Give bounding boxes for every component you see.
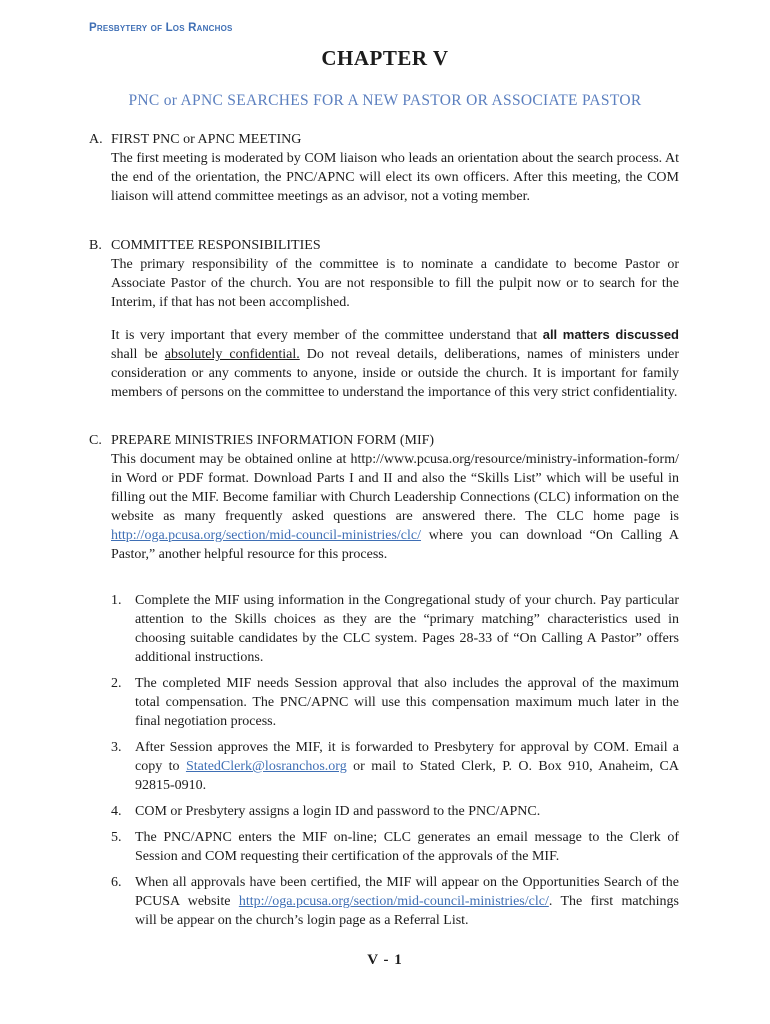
section-a-heading xyxy=(89,130,679,149)
list-number: 5. xyxy=(111,830,122,845)
section-letter: C. xyxy=(89,433,102,448)
section-letter: B. xyxy=(89,238,102,253)
section-c xyxy=(89,431,679,564)
step-text: When all approvals have been certified, the MIF will appear on the Opportunities Search of the PCUSA website xyxy=(135,875,679,909)
step-text: . The first matchings will be appear on the church’s login page as a Referral List. xyxy=(135,894,680,928)
list-text: COM or Presbytery assigns a login ID and password to the PNC/APNC. xyxy=(135,804,541,819)
para-text: Do not reveal details, deliberations, names of ministers under consideration or any comments to anyone, inside or outside the church. It is important for family members of persons on the committee to understand the importance of this very strict confidentiality. xyxy=(111,347,679,400)
list-text xyxy=(135,738,679,795)
section-b-paragraph-2 xyxy=(111,325,679,402)
chapter-title: CHAPTER V xyxy=(321,46,449,70)
presbytery-name: Presbytery of Los Ranchos xyxy=(89,22,233,34)
list-item xyxy=(111,873,679,930)
section-a xyxy=(89,130,679,206)
section-b-heading xyxy=(89,236,679,255)
para-text: This document may be obtained online at http://www.pcusa.org/resource/ministry-information-form/ in Word or PDF format. Download Parts I and II and also the “Skills List” which will be useful in filling out the MIF. Become familiar with Church Leadership Connections (CLC) information on the website as many frequently asked questions are answered there. The CLC home page is xyxy=(111,452,679,524)
mif-steps-list xyxy=(111,591,679,930)
list-number: 6. xyxy=(111,875,122,890)
pcusa-clc-link[interactable]: http://oga.pcusa.org/section/mid-council-ministries/clc/ xyxy=(238,894,549,909)
section-b-paragraph-1: The primary responsibility of the committee is to nominate a candidate to become Pastor or Associate Pastor of the church. You are not responsible to fill the pulpit now or to search for the Interim, if that has not been accomplished. xyxy=(111,257,679,310)
list-number: 3. xyxy=(111,740,122,755)
para-text: It is very important that every member of the committee understand that xyxy=(111,328,543,343)
section-heading-text: PREPARE MINISTRIES INFORMATION FORM (MIF) xyxy=(111,433,435,448)
list-item xyxy=(111,591,679,667)
para-text: shall be xyxy=(111,347,165,362)
section-b xyxy=(89,236,679,402)
chapter-subtitle: PNC or APNC SEARCHES FOR A NEW PASTOR OR ASSOCIATE PASTOR xyxy=(128,92,642,109)
list-item xyxy=(111,674,679,731)
list-item xyxy=(111,828,679,866)
page-number: V - 1 xyxy=(367,952,403,968)
section-a-paragraph: The first meeting is moderated by COM liaison who leads an orientation about the search process. At the end of the orientation, the PNC/APNC will elect its own officers. After this meeting, the COM liaison will attend committee meetings as an advisor, not a voting member. xyxy=(111,151,679,204)
list-number: 4. xyxy=(111,804,122,819)
section-c-heading xyxy=(89,431,679,450)
bold-text: all matters discussed xyxy=(542,327,679,342)
section-heading-text: COMMITTEE RESPONSIBILITIES xyxy=(111,238,321,253)
list-text: The completed MIF needs Session approval that also includes the approval of the maximum total compensation. The PNC/APNC will use this compensation maximum much later in the final negotiation process. xyxy=(135,676,679,729)
list-text: The PNC/APNC enters the MIF on-line; CLC generates an email message to the Clerk of Session and COM requesting their certification of the approvals of the MIF. xyxy=(135,830,679,864)
presbytery-header xyxy=(89,22,233,34)
stated-clerk-email-link[interactable]: StatedClerk@losranchos.org xyxy=(185,759,347,774)
list-text xyxy=(135,873,679,930)
section-heading-text: FIRST PNC or APNC MEETING xyxy=(111,132,302,147)
list-text: Complete the MIF using information in the Congregational study of your church. Pay particular attention to the Skills choices as they are the “primary matching” characteristics used in choosing suitable candidates by the CLC system. Pages 28-33 of “On Calling A Pastor” offers additional instructions. xyxy=(135,593,679,665)
list-item xyxy=(111,738,679,795)
section-letter: A. xyxy=(89,132,103,147)
step-text: After Session approves the MIF, it is forwarded to Presbytery for approval by COM. Email a copy to xyxy=(135,740,679,774)
para-text: where you can download “On Calling A Pastor,” another helpful resource for this process. xyxy=(111,528,679,562)
clc-link[interactable]: http://oga.pcusa.org/section/mid-council-ministries/clc/ xyxy=(111,528,422,543)
list-number: 1. xyxy=(111,593,122,608)
list-item xyxy=(111,802,679,821)
step-text: or mail to Stated Clerk, P. O. Box 910, Anaheim, CA 92815-0910. xyxy=(135,759,679,793)
list-number: 2. xyxy=(111,676,122,691)
section-c-paragraph xyxy=(111,450,679,564)
underlined-text: absolutely confidential. xyxy=(164,347,300,362)
